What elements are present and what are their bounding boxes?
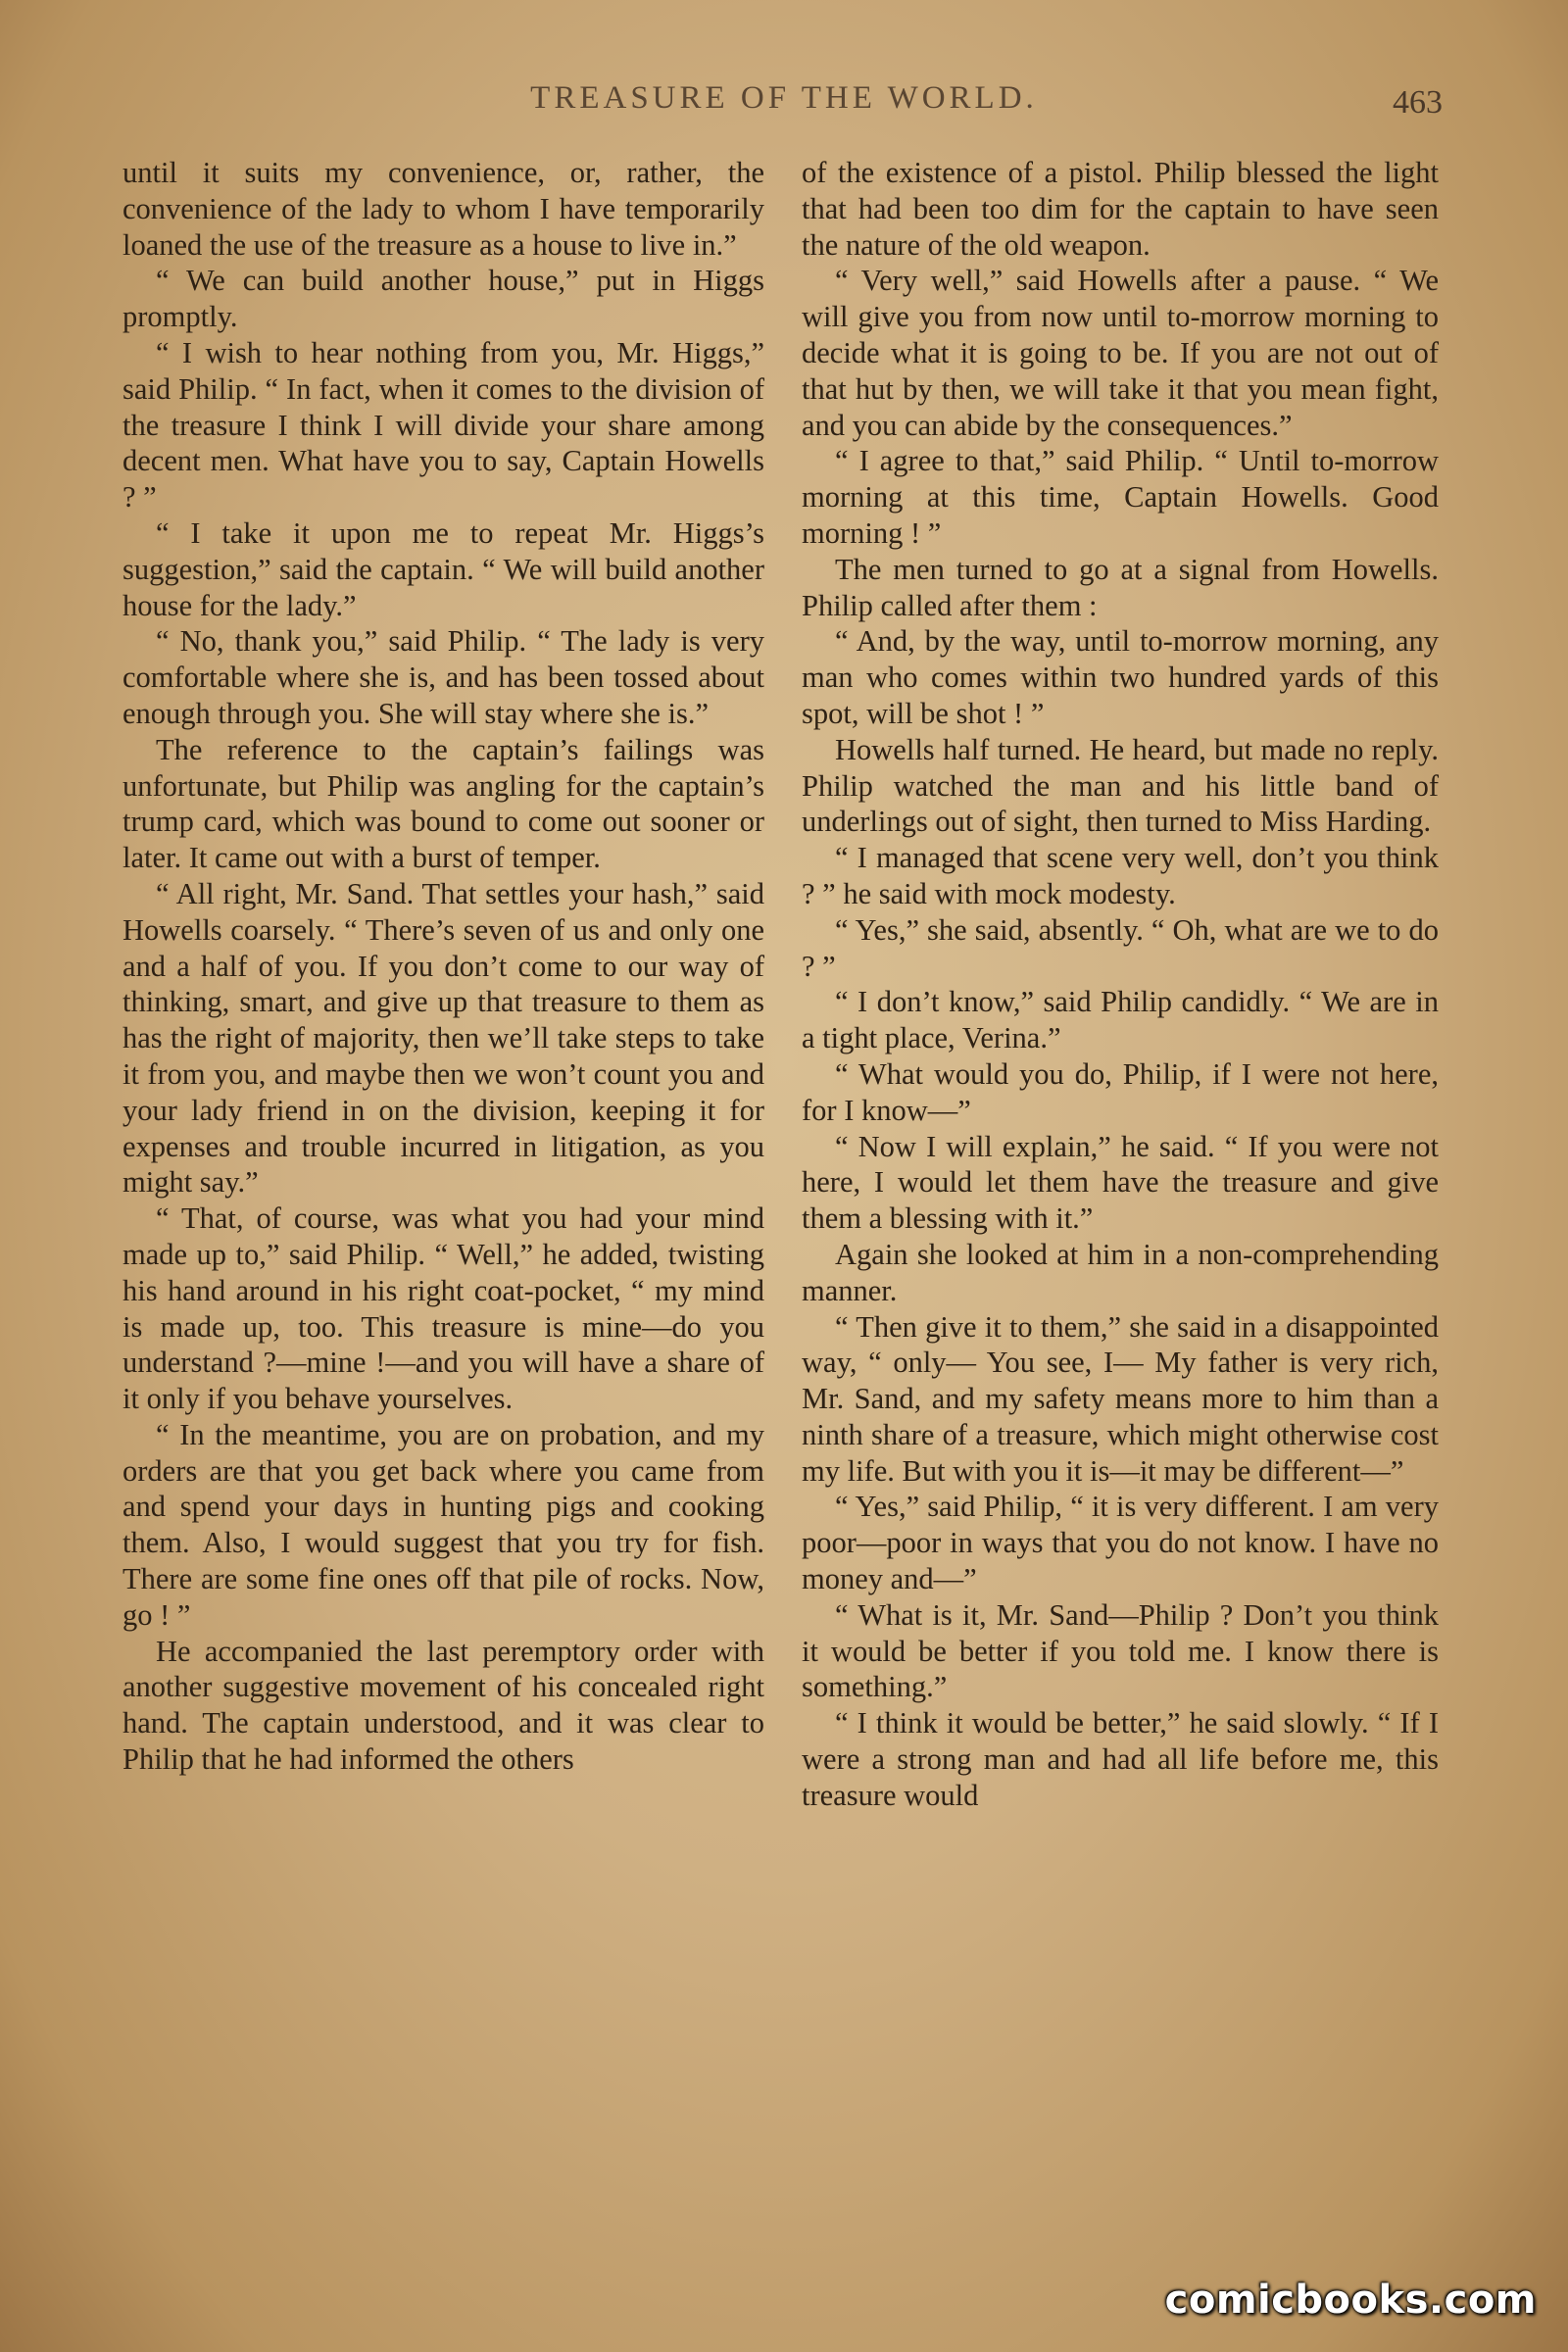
paragraph: “ I managed that scene very well, don’t you think ? ” he said with mock modesty. xyxy=(802,841,1439,910)
paragraph: He accompanied the last peremptory order with another suggestive movement of his concealed right hand. The captain understood, and it was clear to Philip that he had informed the others xyxy=(122,1634,764,1777)
paragraph: of the existence of a pistol. Philip blessed the light that had been too dim for the captain to have seen the nature of the old weapon. xyxy=(802,156,1439,262)
paragraph: Again she looked at him in a non-comprehending manner. xyxy=(802,1237,1439,1307)
paragraph: The reference to the captain’s failings was unfortunate, but Philip was angling for the captain’s trump card, which was bound to come out sooner or later. It came out with a burst of temper. xyxy=(122,732,764,875)
page-number: 463 xyxy=(1393,84,1443,121)
paragraph: until it suits my convenience, or, rather, the convenience of the lady to whom I have temporarily loaned the use of the treasure as a house to live in.” xyxy=(122,156,764,262)
paragraph: Howells half turned. He heard, but made no reply. Philip watched the man and his little band of underlings out of sight, then turned to Miss Harding. xyxy=(802,732,1439,839)
left-column xyxy=(122,155,764,1778)
page-header xyxy=(0,80,1568,129)
paragraph: “ I agree to that,” said Philip. “ Until to-morrow morning at this time, Captain Howells. Good morning ! ” xyxy=(802,444,1439,550)
paragraph: “ Very well,” said Howells after a pause. “ We will give you from now until to-morrow morning to decide what it is going to be. If you are not out of that hut by then, we will take it that you mean fight, and you can abide by the consequences.” xyxy=(802,264,1439,442)
paragraph: “ Now I will explain,” he said. “ If you were not here, I would let them have the treasure and give them a blessing with it.” xyxy=(802,1129,1439,1236)
running-title: TREASURE OF THE WORLD. xyxy=(530,80,1038,116)
paragraph: “ I wish to hear nothing from you, Mr. Higgs,” said Philip. “ In fact, when it comes to the division of the treasure I think I will divide your share among decent men. What have you to say, Captain Howells ? ” xyxy=(122,335,764,514)
paragraph: “ I think it would be better,” he said slowly. “ If I were a strong man and had all life before me, this treasure would xyxy=(802,1706,1439,1812)
paragraph: “ Yes,” she said, absently. “ Oh, what are we to do ? ” xyxy=(802,912,1439,983)
paragraph: “ Then give it to them,” she said in a disappointed way, “ only— You see, I— My father is very rich, Mr. Sand, and my safety means more to him than a ninth share of a treasure, which might otherwise cost my life. But with you it is—it may be different—” xyxy=(802,1309,1439,1488)
paragraph: “ I take it upon me to repeat Mr. Higgs’s suggestion,” said the captain. “ We will build another house for the lady.” xyxy=(122,515,764,622)
right-column xyxy=(802,155,1439,1814)
paragraph: “ In the meantime, you are on probation, and my orders are that you get back where you came from and spend your days in hunting pigs and cooking them. Also, I would suggest that you try for fish. There are some fine ones off that pile of rocks. Now, go ! ” xyxy=(122,1417,764,1632)
paragraph: “ And, by the way, until to-morrow morning, any man who comes within two hundred yards of this spot, will be shot ! ” xyxy=(802,624,1439,730)
paragraph: “ What is it, Mr. Sand—Philip ? Don’t you think it would be better if you told me. I know there is something.” xyxy=(802,1597,1439,1704)
paragraph: “ I don’t know,” said Philip candidly. “ We are in a tight place, Verina.” xyxy=(802,985,1439,1055)
paragraph: “ Yes,” said Philip, “ it is very different. I am very poor—poor in ways that you do not know. I have no money and—” xyxy=(802,1490,1439,1596)
paragraph: The men turned to go at a signal from Howells. Philip called after them : xyxy=(802,552,1439,622)
paragraph: “ All right, Mr. Sand. That settles your hash,” said Howells coarsely. “ There’s seven of us and only one and a half of you. If you don’t come to our way of thinking, smart, and give up that treasure to them as has the right of majority, then we’ll take steps to take it from you, and maybe then we won’t count you and your lady friend in on the division, keeping it for expenses and trouble incurred in litigation, as you might say.” xyxy=(122,876,764,1200)
site-watermark: comicbooks.com xyxy=(1164,2278,1537,2323)
paragraph: “ What would you do, Philip, if I were not here, for I know—” xyxy=(802,1056,1439,1127)
paragraph: “ That, of course, was what you had your mind made up to,” said Philip. “ Well,” he added, twisting his hand around in his right coat-pocket, “ my mind is made up, too. This treasure is mine—do you understand ?—mine !—and you will have a share of it only if you behave yourselves. xyxy=(122,1201,764,1416)
paragraph: “ We can build another house,” put in Higgs promptly. xyxy=(122,264,764,334)
paragraph: “ No, thank you,” said Philip. “ The lady is very comfortable where she is, and has been tossed about enough through you. She will stay where she is.” xyxy=(122,624,764,730)
